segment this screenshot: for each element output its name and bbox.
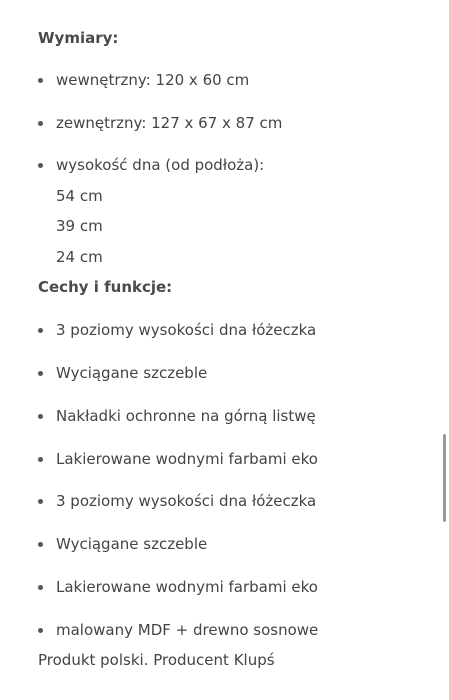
height-value: 54 cm [56,187,103,205]
product-description [38,0,438,700]
scrollbar-thumb[interactable] [443,434,446,522]
bullet-icon [38,499,43,504]
bullet-icon [38,121,43,126]
bullet-icon [38,78,43,83]
dimensions-heading: Wymiary: [38,29,119,47]
list-item-text: Nakładki ochronne na górną listwę [56,407,316,425]
bullet-icon [38,328,43,333]
producer-note: Produkt polski. Producent Klupś [38,651,275,669]
height-value: 39 cm [56,217,103,235]
bullet-icon [38,371,43,376]
list-item-text: 3 poziomy wysokości dna łóżeczka [56,492,317,510]
list-item-text: 3 poziomy wysokości dna łóżeczka [56,321,317,339]
list-item-text: wewnętrzny: 120 x 60 cm [56,71,250,89]
bullet-icon [38,585,43,590]
list-item-text: zewnętrzny: 127 x 67 x 87 cm [56,114,283,132]
list-item-text: wysokość dna (od podłoża): [56,156,265,174]
bullet-icon [38,163,43,168]
bullet-icon [38,542,43,547]
list-item-text: malowany MDF + drewno sosnowe [56,621,319,639]
list-item-text: Lakierowane wodnymi farbami eko [56,578,318,596]
list-item-text: Wyciągane szczeble [56,364,208,382]
bullet-icon [38,628,43,633]
bullet-icon [38,414,43,419]
features-heading: Cechy i funkcje: [38,278,173,296]
height-value: 24 cm [56,248,103,266]
list-item-text: Lakierowane wodnymi farbami eko [56,450,318,468]
bullet-icon [38,457,43,462]
list-item-text: Wyciągane szczeble [56,535,208,553]
